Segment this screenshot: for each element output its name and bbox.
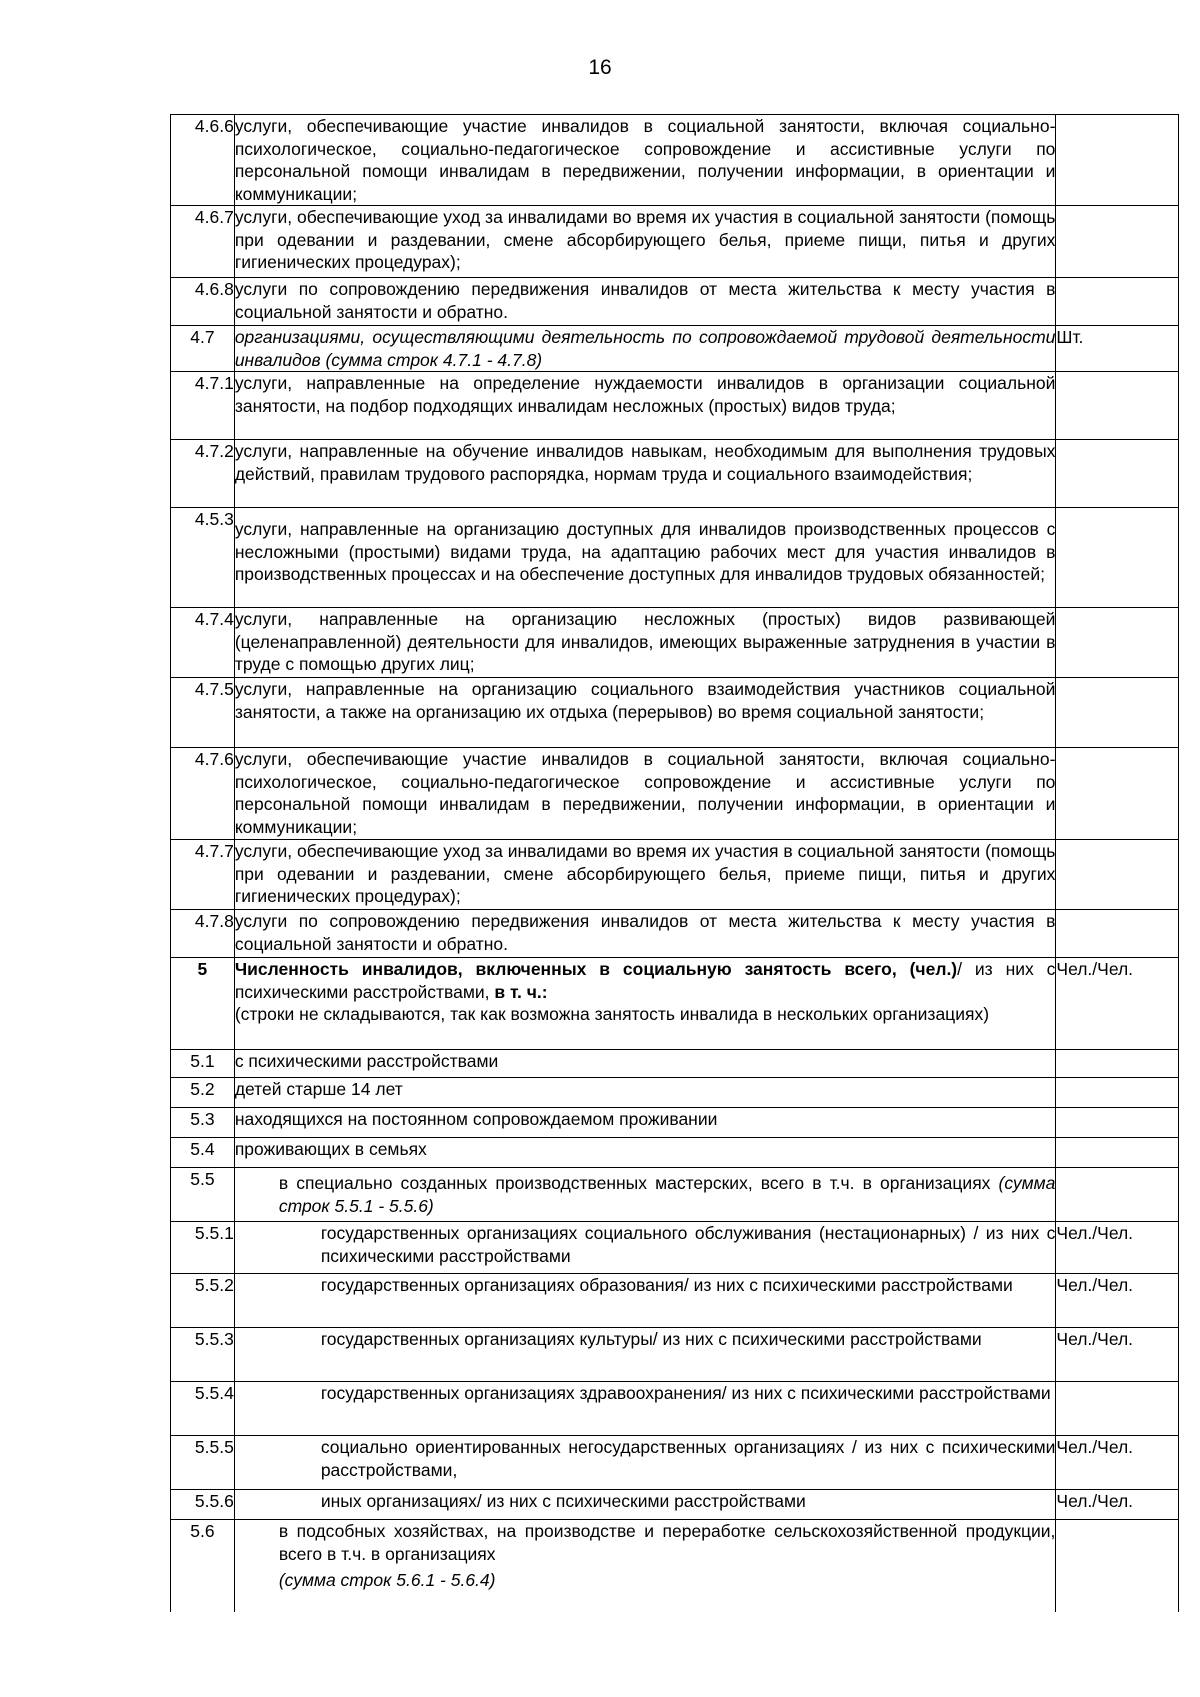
row-unit: Чел./Чел. <box>1056 958 1179 1050</box>
row-unit <box>1056 840 1179 910</box>
row-text: услуги, направленные на определение нуждаемости инвалидов в организации социальной занятости, на подбор подходящих инвалидам несложных (простых) видов труда; <box>234 372 1056 440</box>
row-unit <box>1056 115 1179 206</box>
row-text: находящихся на постоянном сопровождаемом проживании <box>234 1108 1056 1138</box>
table-row <box>171 1222 1179 1274</box>
table-row <box>171 1274 1179 1328</box>
row-text: государственных организациях образования/ из них с психическими расстройствами <box>234 1274 1056 1328</box>
row-number: 4.7 <box>171 326 235 372</box>
row-unit <box>1056 1108 1179 1138</box>
row-unit <box>1056 910 1179 958</box>
row-unit: Чел./Чел. <box>1056 1274 1179 1328</box>
row-text: государственных организациях социального обслуживания (нестационарных) / из них с психическими расстройствами <box>234 1222 1056 1274</box>
row-text: услуги, обеспечивающие участие инвалидов в социальной занятости, включая социально-психологическое, социально-педагогическое сопровождение и ассистивные услуги по персональной помощи инвалидам в передвижении, получении информации, в ориентации и коммуникации; <box>234 116 1056 204</box>
row-number: 5.5 <box>171 1168 235 1222</box>
row-text: услуги, направленные на организацию социального взаимодействия участников социальной занятости, а также на организацию их отдыха (перерывов) во время социальной занятости; <box>234 678 1056 748</box>
row-text: услуги, обеспечивающие уход за инвалидами во время их участия в социальной занятости (помощь при одевании и раздевании, смене абсорбирующего белья, приеме пищи, питья и других гигиенических процедурах); <box>234 840 1056 910</box>
row-text-total <box>234 958 1056 1050</box>
row-unit <box>1056 1168 1179 1222</box>
row-text: услуги, направленные на организацию доступных для инвалидов производственных процессов с несложными (простыми) видами труда, на адаптацию рабочих мест для участия инвалидов в производственных процессах и на обеспечение доступных для инвалидов трудовых обязанностей; <box>234 508 1056 608</box>
table-row <box>171 958 1179 1050</box>
row-text: услуги, обеспечивающие участие инвалидов в социальной занятости, включая социально-психологическое, социально-педагогическое сопровождение и ассистивные услуги по персональной помощи инвалидам в передвижении, получении информации, в ориентации и коммуникации; <box>234 748 1056 840</box>
row-unit: Чел./Чел. <box>1056 1222 1179 1274</box>
row-number: 5.2 <box>171 1078 235 1108</box>
table-row <box>171 326 1179 372</box>
table-row <box>171 748 1179 840</box>
row-number: 4.7.4 <box>171 608 235 678</box>
row-number: 5.5.6 <box>171 1490 235 1520</box>
row-unit <box>1056 748 1179 840</box>
table-row <box>171 1168 1179 1222</box>
row-unit <box>1056 1138 1179 1168</box>
row-number: 5.5.1 <box>171 1222 235 1274</box>
table-row <box>171 372 1179 440</box>
row-unit <box>1056 1050 1179 1078</box>
row-text: иных организациях/ из них с психическими расстройствами <box>234 1490 1056 1520</box>
table-row <box>171 115 1179 206</box>
row-unit <box>1056 508 1179 608</box>
row-text-main: в специально созданных производственных мастерских, всего в т.ч. в организациях <box>278 1173 999 1193</box>
table-row <box>171 278 1179 326</box>
row-text-sum: (сумма строк 5.6.1 - 5.6.4) <box>278 1570 496 1590</box>
table-row <box>171 678 1179 748</box>
row-number: 4.7.8 <box>171 910 235 958</box>
row-text: государственных организациях культуры/ из них с психическими расстройствами <box>234 1328 1056 1382</box>
row-number: 5.6 <box>171 1520 235 1612</box>
row-number: 5.1 <box>171 1050 235 1078</box>
table-row <box>171 1436 1179 1490</box>
row-text: услуги по сопровождению передвижения инвалидов от места жительства к месту участия в социальной занятости и обратно. <box>234 278 1056 326</box>
row-unit <box>1056 678 1179 748</box>
table-row <box>171 1490 1179 1520</box>
row-number: 4.6.7 <box>171 206 235 278</box>
table-row <box>171 1078 1179 1108</box>
row-text: с психическими расстройствами <box>234 1050 1056 1078</box>
row-text: социально ориентированных негосударственных организациях / из них с психическими расстройствами, <box>234 1436 1056 1490</box>
row-unit: Чел./Чел. <box>1056 1436 1179 1490</box>
total-note: (строки не складываются, так как возможна занятость инвалида в нескольких организациях) <box>234 1004 990 1024</box>
row-number: 4.7.2 <box>171 440 235 508</box>
row-unit <box>1056 206 1179 278</box>
row-unit: Шт. <box>1056 326 1179 372</box>
row-number: 5.5.5 <box>171 1436 235 1490</box>
row-text: услуги, обеспечивающие уход за инвалидами во время их участия в социальной занятости (помощь при одевании и раздевании, смене абсорбирующего белья, приеме пищи, питья и других гигиенических процедурах); <box>234 206 1056 278</box>
row-number: 4.7.7 <box>171 840 235 910</box>
row-unit <box>1056 608 1179 678</box>
row-unit <box>1056 1078 1179 1108</box>
row-number: 5.5.4 <box>171 1382 235 1436</box>
row-unit <box>1056 440 1179 508</box>
row-text: проживающих в семьях <box>234 1138 1056 1168</box>
row-unit <box>1056 1382 1179 1436</box>
row-text: детей старше 14 лет <box>234 1078 1056 1108</box>
row-number: 4.7.5 <box>171 678 235 748</box>
row-number: 5.5.3 <box>171 1328 235 1382</box>
table-row <box>171 440 1179 508</box>
table-row <box>171 1050 1179 1078</box>
row-unit: Чел./Чел. <box>1056 1328 1179 1382</box>
row-text-sum: (сумма строк 5.5.1 - 5.5.6) <box>278 1173 1056 1216</box>
row-unit <box>1056 1520 1179 1612</box>
table-row <box>171 608 1179 678</box>
row-number: 4.7.6 <box>171 748 235 840</box>
row-number: 4.6.6 <box>171 115 235 206</box>
table-row <box>171 1328 1179 1382</box>
row-text: государственных организациях здравоохранения/ из них с психическими расстройствами <box>234 1382 1056 1436</box>
table-row <box>171 840 1179 910</box>
row-text-main: в подсобных хозяйствах, на производстве и переработке сельскохозяйственной продукции, всего в т.ч. в организациях <box>278 1521 1056 1564</box>
row-unit <box>1056 278 1179 326</box>
table-row <box>171 1520 1179 1612</box>
page-number: 16 <box>588 56 612 79</box>
statistics-table <box>170 114 1179 1612</box>
row-number: 4.5.3 <box>171 508 235 608</box>
row-text: организациями, осуществляющими деятельность по сопровождаемой трудовой деятельности инвалидов (сумма строк 4.7.1 - 4.7.8) <box>234 327 1056 370</box>
row-text: услуги, направленные на обучение инвалидов навыкам, необходимым для выполнения трудовых действий, правилам трудового распорядка, нормам труда и социального взаимодействия; <box>234 440 1056 508</box>
row-unit <box>1056 372 1179 440</box>
table-row <box>171 1108 1179 1138</box>
table-row <box>171 1138 1179 1168</box>
row-number: 5.5.2 <box>171 1274 235 1328</box>
row-text: услуги по сопровождению передвижения инвалидов от места жительства к месту участия в социальной занятости и обратно. <box>234 910 1056 958</box>
table-row <box>171 1382 1179 1436</box>
row-number: 5.3 <box>171 1108 235 1138</box>
row-text <box>234 1520 1056 1612</box>
total-title: Численность инвалидов, включенных в социальную занятость всего, (чел.) <box>234 959 958 979</box>
row-number: 5 <box>171 958 235 1050</box>
total-subtitle: / из них с психическими расстройствами, <box>234 959 1056 1002</box>
table-row <box>171 508 1179 608</box>
row-text: услуги, направленные на организацию несложных (простых) видов развивающей (целенаправленной) деятельности для инвалидов, имеющих выраженные затруднения в участии в труде с помощью других лиц; <box>234 608 1056 678</box>
row-unit: Чел./Чел. <box>1056 1490 1179 1520</box>
table-row <box>171 206 1179 278</box>
total-including: в т. ч.: <box>494 981 548 1002</box>
row-text <box>234 1168 1056 1222</box>
table-row <box>171 910 1179 958</box>
row-number: 5.4 <box>171 1138 235 1168</box>
row-number: 4.6.8 <box>171 278 235 326</box>
row-number: 4.7.1 <box>171 372 235 440</box>
